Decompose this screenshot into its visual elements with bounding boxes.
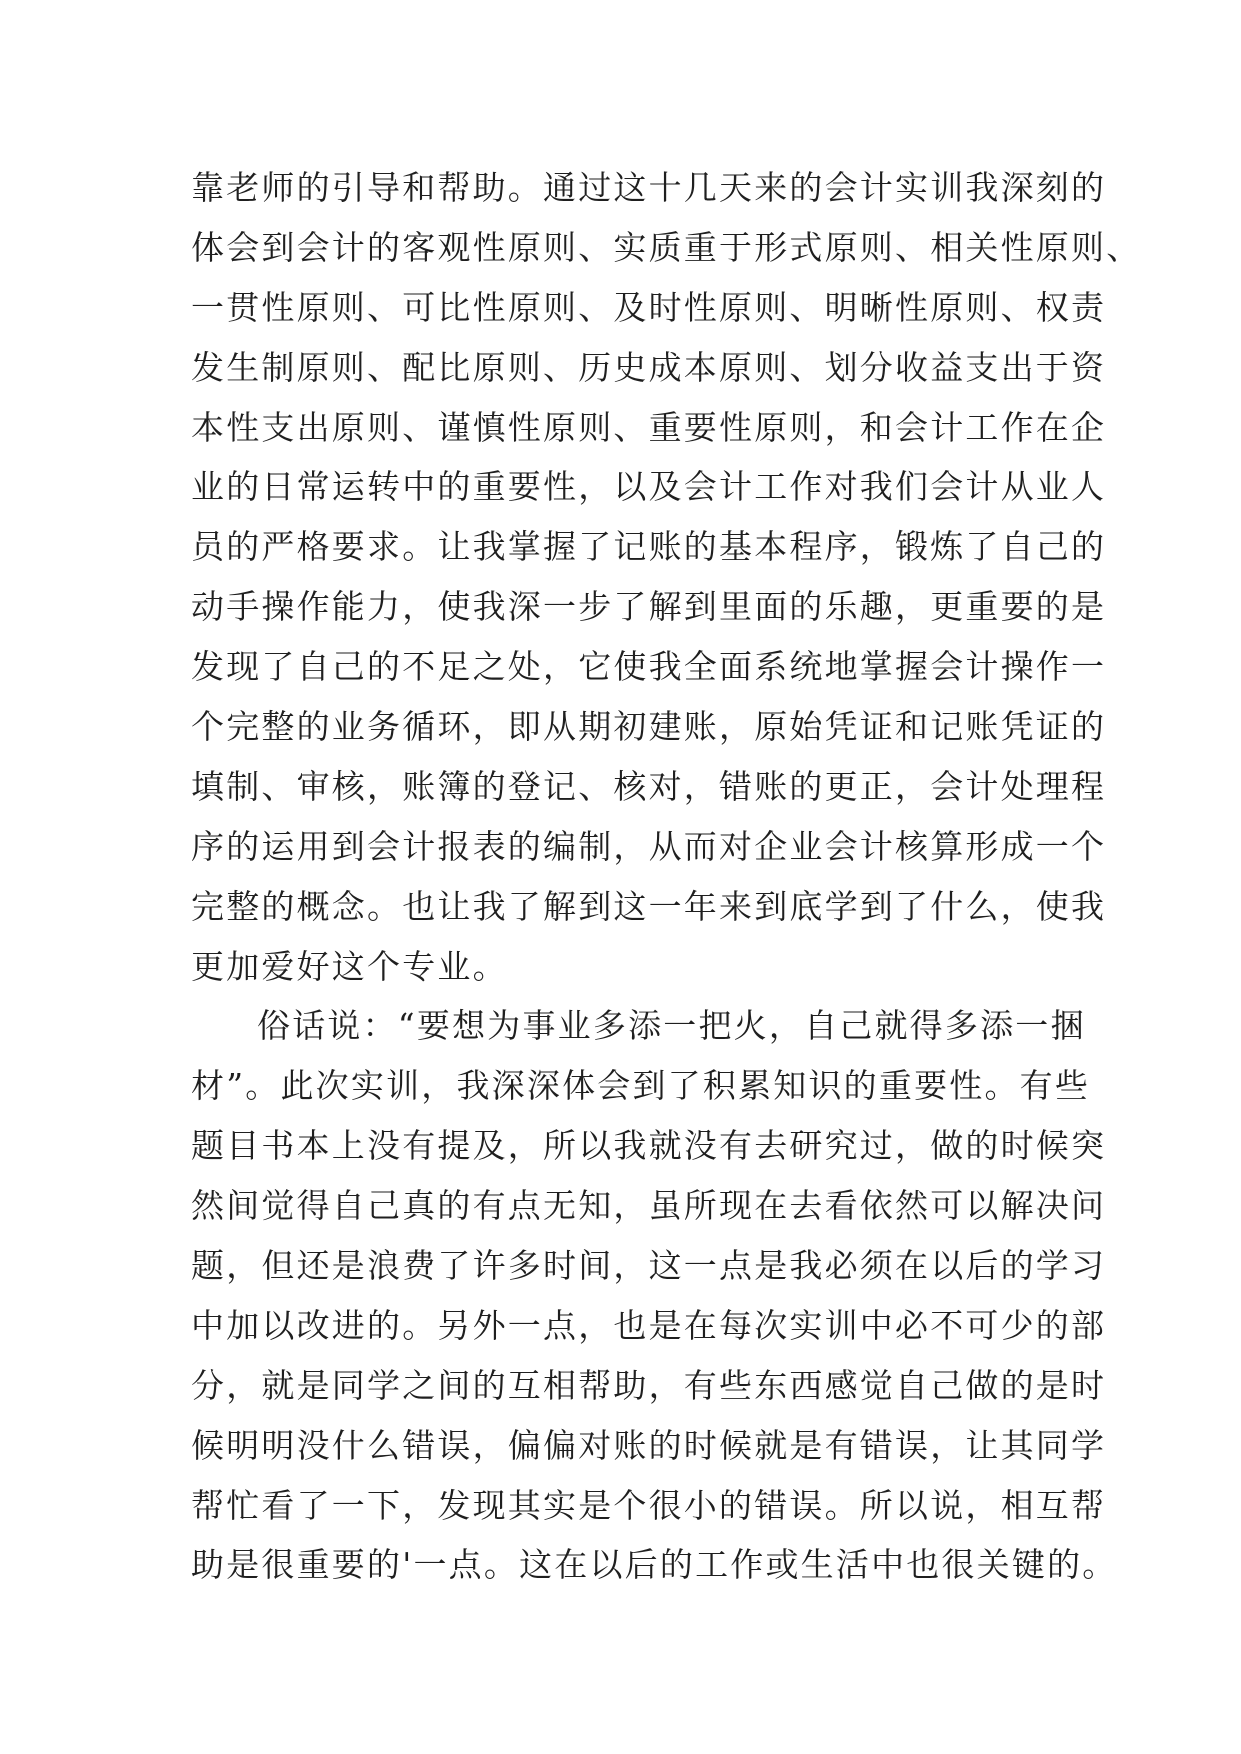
paragraph-1-line-5: 本性支出原则、谨慎性原则、重要性原则，和会计工作在企 bbox=[191, 407, 1107, 447]
paragraph-2-line-9: 帮忙看了一下，发现其实是个很小的错误。所以说，相互帮 bbox=[191, 1485, 1107, 1525]
paragraph-1-line-7: 员的严格要求。让我掌握了记账的基本程序，锻炼了自己的 bbox=[191, 527, 1107, 567]
paragraph-1-line-6: 业的日常运转中的重要性，以及会计工作对我们会计从业人 bbox=[191, 467, 1107, 507]
paragraph-2-line-6: 中加以改进的。另外一点，也是在每次实训中必不可少的部 bbox=[191, 1305, 1107, 1345]
paragraph-2-line-4: 然间觉得自己真的有点无知，虽所现在去看依然可以解决问 bbox=[191, 1186, 1107, 1226]
paragraph-1-line-11: 填制、审核，账簿的登记、核对，错账的更正，会计处理程 bbox=[191, 766, 1107, 806]
paragraph-2-line-2: 材”。此次实训，我深深体会到了积累知识的重要性。有些 bbox=[191, 1066, 1091, 1106]
paragraph-2-line-5: 题，但还是浪费了许多时间，这一点是我必须在以后的学习 bbox=[191, 1246, 1107, 1286]
paragraph-1-line-10: 个完整的业务循环，即从期初建账，原始凭证和记账凭证的 bbox=[191, 707, 1107, 747]
body-text bbox=[191, 158, 1142, 1595]
paragraph-1-line-2: 体会到会计的客观性原则、实质重于形式原则、相关性原则、 bbox=[191, 227, 1142, 267]
paragraph-1-line-9: 发现了自己的不足之处，它使我全面系统地掌握会计操作一 bbox=[191, 647, 1107, 687]
paragraph-1-line-8: 动手操作能力，使我深一步了解到里面的乐趣，更重要的是 bbox=[191, 587, 1107, 627]
paragraph-1-line-3: 一贯性原则、可比性原则、及时性原则、明晰性原则、权责 bbox=[191, 287, 1107, 327]
paragraph-1-line-14: 更加爱好这个专业。 bbox=[191, 946, 508, 986]
paragraph-2-line-7: 分，就是同学之间的互相帮助，有些东西感觉自己做的是时 bbox=[191, 1365, 1107, 1405]
paragraph-2-line-8: 候明明没什么错误，偏偏对账的时候就是有错误，让其同学 bbox=[191, 1425, 1107, 1465]
paragraph-2-line-3: 题目书本上没有提及，所以我就没有去研究过，做的时候突 bbox=[191, 1126, 1107, 1166]
paragraph-2-line-1: 俗话说：“要想为事业多添一把火，自己就得多添一捆 bbox=[257, 1006, 1086, 1046]
paragraph-2-line-10: 助是很重要的'一点。这在以后的工作或生活中也很关键的。 bbox=[191, 1545, 1118, 1585]
paragraph-1-line-13: 完整的概念。也让我了解到这一年来到底学到了什么，使我 bbox=[191, 886, 1107, 926]
paragraph-1-line-12: 序的运用到会计报表的编制，从而对企业会计核算形成一个 bbox=[191, 826, 1107, 866]
paragraph-1-line-4: 发生制原则、配比原则、历史成本原则、划分收益支出于资 bbox=[191, 347, 1107, 387]
paragraph-1-line-1: 靠老师的引导和帮助。通过这十几天来的会计实训我深刻的 bbox=[191, 168, 1107, 207]
